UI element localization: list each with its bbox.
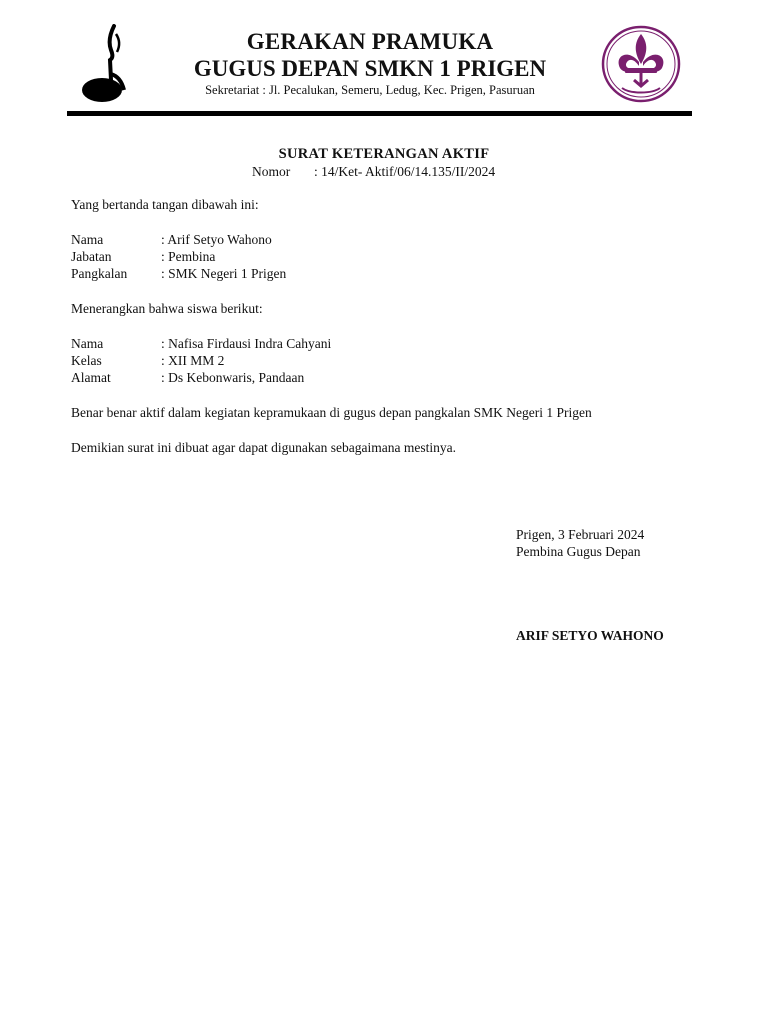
signatory-position-label: Jabatan	[71, 249, 112, 264]
signatory-base-label: Pangkalan	[71, 266, 128, 281]
letter-title: SURAT KETERANGAN AKTIF	[278, 146, 490, 162]
signer-position: Pembina Gugus Depan	[516, 544, 641, 559]
student-address-value: : Ds Kebonwaris, Pandaan	[161, 370, 305, 385]
student-name-value: : Nafisa Firdausi Indra Cahyani	[161, 336, 332, 351]
signatory-position-value: : Pembina	[161, 249, 216, 264]
letter-number-value: : 14/Ket- Aktif/06/14.135/II/2024	[314, 164, 496, 179]
signatory-name-value: : Arif Setyo Wahono	[161, 232, 272, 247]
student-class-value: : XII MM 2	[161, 353, 225, 368]
secretariat-address: Sekretariat : Jl. Pecalukan, Semeru, Ledug, Kec. Prigen, Pasuruan	[205, 83, 535, 97]
closing-text: Demikian surat ini dibuat agar dapat digunakan sebagaimana mestinya.	[71, 440, 457, 455]
scout-fleur-de-lis-emblem	[600, 24, 682, 104]
tunas-kelapa-icon	[80, 24, 132, 104]
student-name-label: Nama	[71, 336, 104, 351]
letter-number-label: Nomor	[252, 164, 291, 179]
place-date: Prigen, 3 Februari 2024	[516, 527, 645, 542]
signatory-name-label: Nama	[71, 232, 104, 247]
signatory-base-value: : SMK Negeri 1 Prigen	[161, 266, 287, 281]
body-text: Benar benar aktif dalam kegiatan kepramukaan di gugus depan pangkalan SMK Negeri 1 Prigen	[71, 405, 592, 420]
intro-text: Yang bertanda tangan dibawah ini:	[71, 197, 259, 212]
statement-text: Menerangkan bahwa siswa berikut:	[71, 301, 263, 316]
troop-name: GUGUS DEPAN SMKN 1 PRIGEN	[193, 56, 547, 81]
header-divider	[67, 111, 692, 116]
signer-name: ARIF SETYO WAHONO	[516, 628, 664, 643]
student-address-label: Alamat	[71, 370, 111, 385]
organization-name: GERAKAN PRAMUKA	[246, 29, 494, 54]
student-class-label: Kelas	[71, 353, 102, 368]
